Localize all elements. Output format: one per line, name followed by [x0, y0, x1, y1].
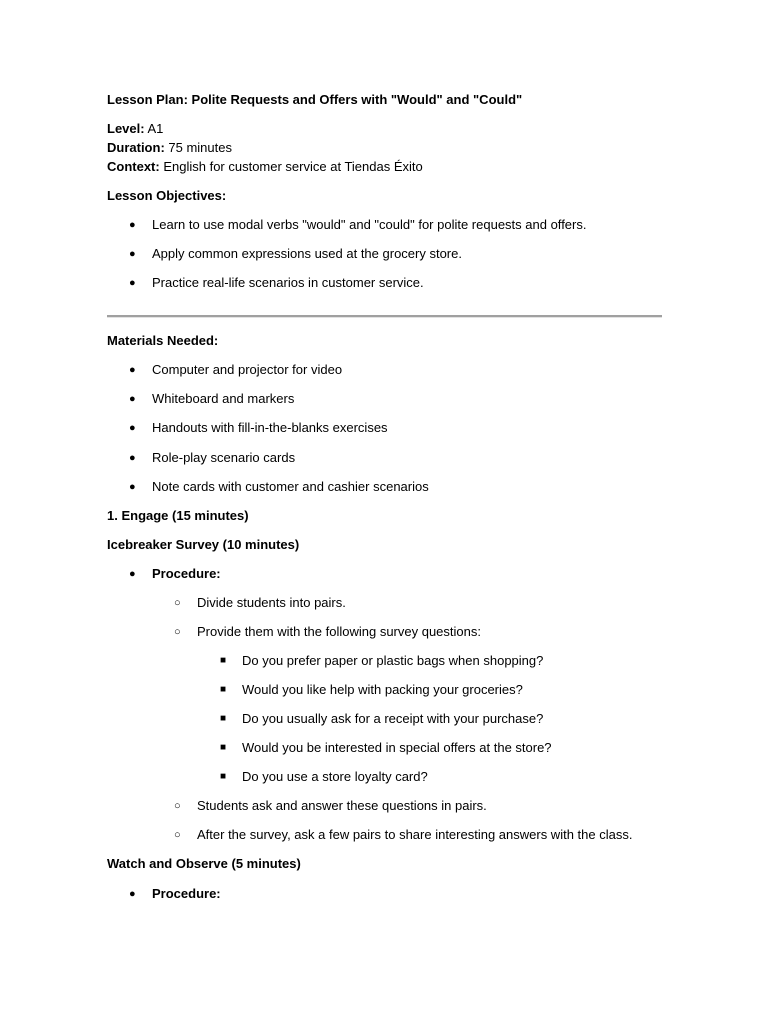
duration-value: 75 minutes [164, 140, 232, 155]
bullet-square-icon: ■ [220, 771, 227, 782]
bullet-circle-icon: ○ [174, 829, 181, 841]
bullet-circle-icon: ○ [174, 597, 181, 609]
list-item-text: Note cards with customer and cashier scenarios [152, 479, 429, 494]
bullet-disc-icon: ● [129, 219, 136, 231]
list-item-text: Divide students into pairs. [197, 595, 346, 610]
list-item-text: Practice real-life scenarios in customer service. [152, 275, 424, 290]
watch-heading: Watch and Observe (5 minutes) [107, 856, 301, 871]
list-item-text: Do you prefer paper or plastic bags when shopping? [242, 653, 544, 668]
list-item-text: Would you like help with packing your groceries? [242, 682, 523, 697]
bullet-disc-icon: ● [129, 364, 136, 376]
list-item-text: Students ask and answer these questions in pairs. [197, 798, 487, 813]
bullet-square-icon: ■ [220, 684, 227, 695]
bullet-disc-icon: ● [129, 422, 136, 434]
bullet-disc-icon: ● [129, 452, 136, 464]
materials-heading: Materials Needed: [107, 333, 219, 348]
list-item-text: Would you be interested in special offers at the store? [242, 740, 552, 755]
duration-line [107, 140, 232, 156]
list-item-text: Apply common expressions used at the grocery store. [152, 246, 462, 261]
list-item-text: Do you use a store loyalty card? [242, 769, 428, 784]
list-item-text: Computer and projector for video [152, 362, 343, 377]
procedure-label: Procedure: [152, 566, 221, 581]
context-label: Context: [107, 159, 160, 174]
objectives-heading: Lesson Objectives: [107, 188, 227, 203]
duration-label: Duration: [107, 140, 165, 155]
list-item-text: Role-play scenario cards [152, 450, 296, 465]
level-value: A1 [144, 121, 164, 136]
level-label: Level: [107, 121, 145, 136]
bullet-disc-icon: ● [129, 248, 136, 260]
level-line [107, 121, 163, 137]
list-item-text: After the survey, ask a few pairs to share interesting answers with the class. [197, 827, 633, 842]
bullet-square-icon: ■ [220, 713, 227, 724]
bullet-disc-icon: ● [129, 888, 136, 900]
bullet-disc-icon: ● [129, 568, 136, 580]
engage-heading: 1. Engage (15 minutes) [107, 508, 249, 523]
bullet-disc-icon: ● [129, 277, 136, 289]
bullet-circle-icon: ○ [174, 626, 181, 638]
list-item-text: Provide them with the following survey questions: [197, 624, 481, 639]
bullet-square-icon: ■ [220, 742, 227, 753]
bullet-square-icon: ■ [220, 655, 227, 666]
list-item-text: Whiteboard and markers [152, 391, 295, 406]
procedure-label: Procedure: [152, 886, 221, 901]
context-value: English for customer service at Tiendas Éxito [159, 159, 423, 174]
bullet-disc-icon: ● [129, 481, 136, 493]
context-line [107, 159, 423, 175]
bullet-circle-icon: ○ [174, 800, 181, 812]
page-title: Lesson Plan: Polite Requests and Offers with "Would" and "Could" [107, 92, 523, 107]
bullet-disc-icon: ● [129, 393, 136, 405]
list-item-text: Learn to use modal verbs "would" and "could" for polite requests and offers. [152, 217, 587, 232]
icebreaker-heading: Icebreaker Survey (10 minutes) [107, 537, 300, 552]
list-item-text: Do you usually ask for a receipt with your purchase? [242, 711, 544, 726]
list-item-text: Handouts with fill-in-the-blanks exercises [152, 420, 388, 435]
horizontal-divider [107, 315, 662, 318]
